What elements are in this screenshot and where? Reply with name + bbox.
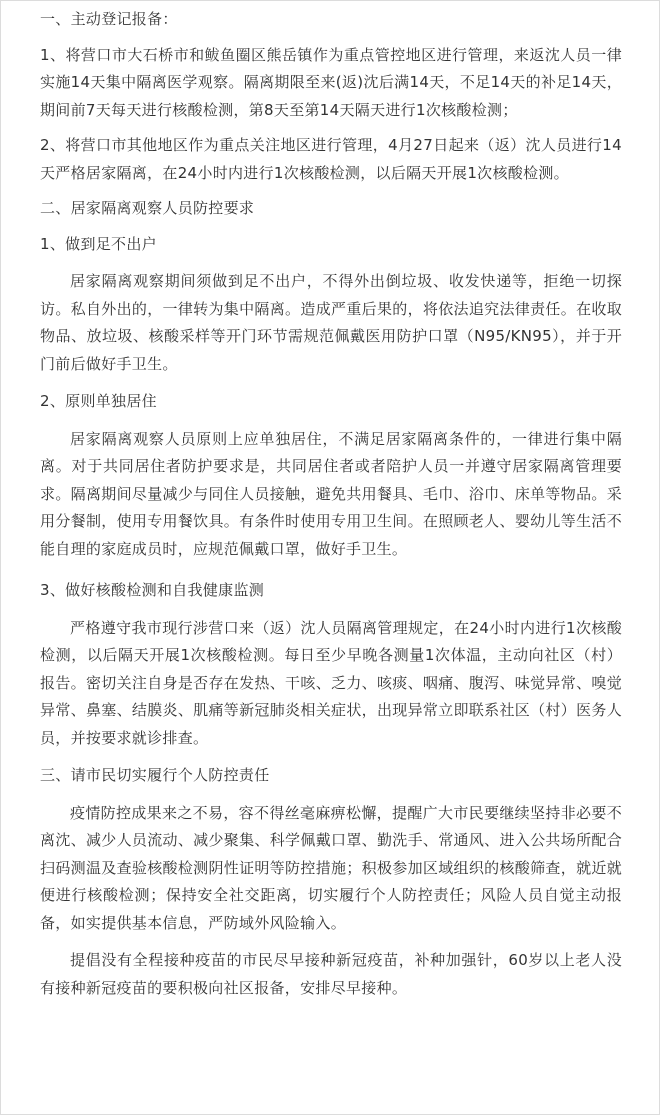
article-body	[40, 6, 622, 1002]
paragraph-item-1-2: 2、将营口市其他地区作为重点关注地区进行管理，4月27日起来（返）沈人员进行14天严格居家隔离，在24小时内进行1次核酸检测，以后隔天开展1次核酸检测。	[40, 136, 622, 182]
paragraph-3-2: 提倡没有全程接种疫苗的市民尽早接种新冠疫苗，补种加强针，60岁以上老人没有接种新冠疫苗的要积极向社区报备，安排尽早接种。	[40, 951, 622, 997]
section-heading-3: 三、请市民切实履行个人防控责任	[40, 766, 270, 784]
paragraph-2-2: 居家隔离观察人员原则上应单独居住，不满足居家隔离条件的，一律进行集中隔离。对于共同居住者防护要求是，共同居住者或者陪护人员一并遵守居家隔离管理要求。隔离期间尽量减少与同住人员接触，避免共用餐具、毛巾、浴巾、床单等物品。采用分餐制，使用专用餐饮具。有条件时使用专用卫生间。在照顾老人、婴幼儿等生活不能自理的家庭成员时，应规范佩戴口罩，做好手卫生。	[40, 429, 622, 558]
paragraph-2-3: 严格遵守我市现行涉营口来（返）沈人员隔离管理规定，在24小时内进行1次核酸检测，以后隔天开展1次核酸检测。每日至少早晚各测量1次体温，主动向社区（村）报告。密切关注自身是否存在发热、干咳、乏力、咳痰、咽痛、腹泻、味觉异常、嗅觉异常、鼻塞、结膜炎、肌痛等新冠肺炎相关症状，出现异常立即联系社区（村）医务人员，并按要求就诊排查。	[40, 618, 622, 747]
paragraph-item-1-1: 1、将营口市大石桥市和鲅鱼圈区熊岳镇作为重点管控地区进行管理，来返沈人员一律实施14天集中隔离医学观察。隔离期限至来(返)沈后满14天，不足14天的补足14天，期间前7天每天进行核酸检测，第8天至第14天隔天进行1次核酸检测；	[40, 45, 622, 119]
section-heading-1: 一、主动登记报备：	[40, 10, 178, 28]
subheading-2-3: 3、做好核酸检测和自我健康监测	[40, 581, 265, 599]
section-heading-2: 二、居家隔离观察人员防控要求	[40, 199, 255, 217]
paragraph-2-1: 居家隔离观察期间须做到足不出户，不得外出倒垃圾、收发快递等，拒绝一切探访。私自外出的，一律转为集中隔离。造成严重后果的，将依法追究法律责任。在收取物品、放垃圾、核酸采样等开门环节需规范佩戴医用防护口罩（N95/KN95），并于开门前后做好手卫生。	[40, 272, 622, 373]
paragraph-3-1: 疫情防控成果来之不易，容不得丝毫麻痹松懈，提醒广大市民要继续坚持非必要不离沈、减少人员流动、减少聚集、科学佩戴口罩、勤洗手、常通风、进入公共场所配合扫码测温及查验核酸检测阴性证明等防控措施；积极参加区域组织的核酸筛查，就近就便进行核酸检测；保持安全社交距离，切实履行个人防控责任；风险人员自觉主动报备，如实提供基本信息，严防域外风险输入。	[40, 803, 622, 932]
subheading-2-2: 2、原则单独居住	[40, 392, 157, 410]
subheading-2-1: 1、做到足不出户	[40, 234, 157, 253]
